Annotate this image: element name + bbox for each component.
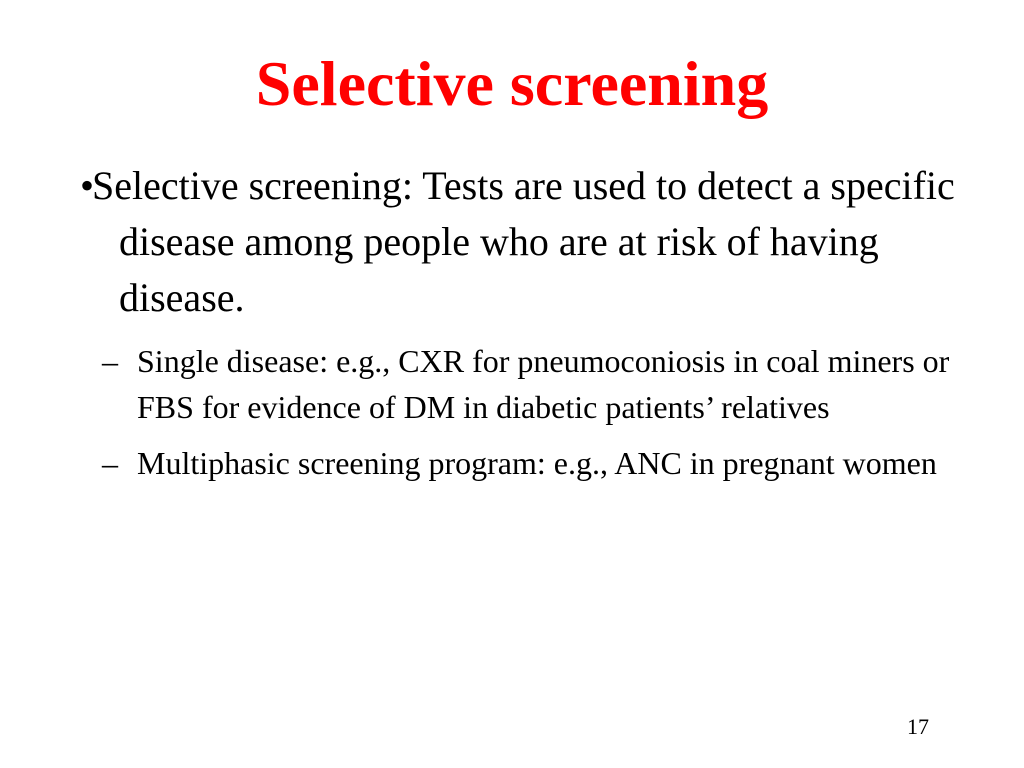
sub-bullet-list — [82, 338, 982, 486]
page-number: 17 — [907, 714, 929, 739]
bullet-marker: • — [80, 163, 95, 208]
sub-bullet-text: Multiphasic screening program: e.g., ANC in pregnant women — [137, 445, 937, 481]
sub-bullet-marker: – — [102, 445, 118, 481]
bullet-item — [82, 158, 982, 326]
bullet-text: Selective screening: Tests are used to detect a specific disease among people who are at risk of having disease. — [92, 163, 955, 320]
sub-bullet-item — [102, 338, 982, 430]
slide-content — [82, 158, 982, 496]
sub-bullet-marker: – — [102, 343, 118, 379]
sub-bullet-text: Single disease: e.g., CXR for pneumoconiosis in coal miners or FBS for evidence of DM in diabetic patients’ relatives — [137, 343, 950, 425]
sub-bullet-item — [102, 440, 982, 486]
slide-title: Selective screening — [255, 48, 769, 119]
